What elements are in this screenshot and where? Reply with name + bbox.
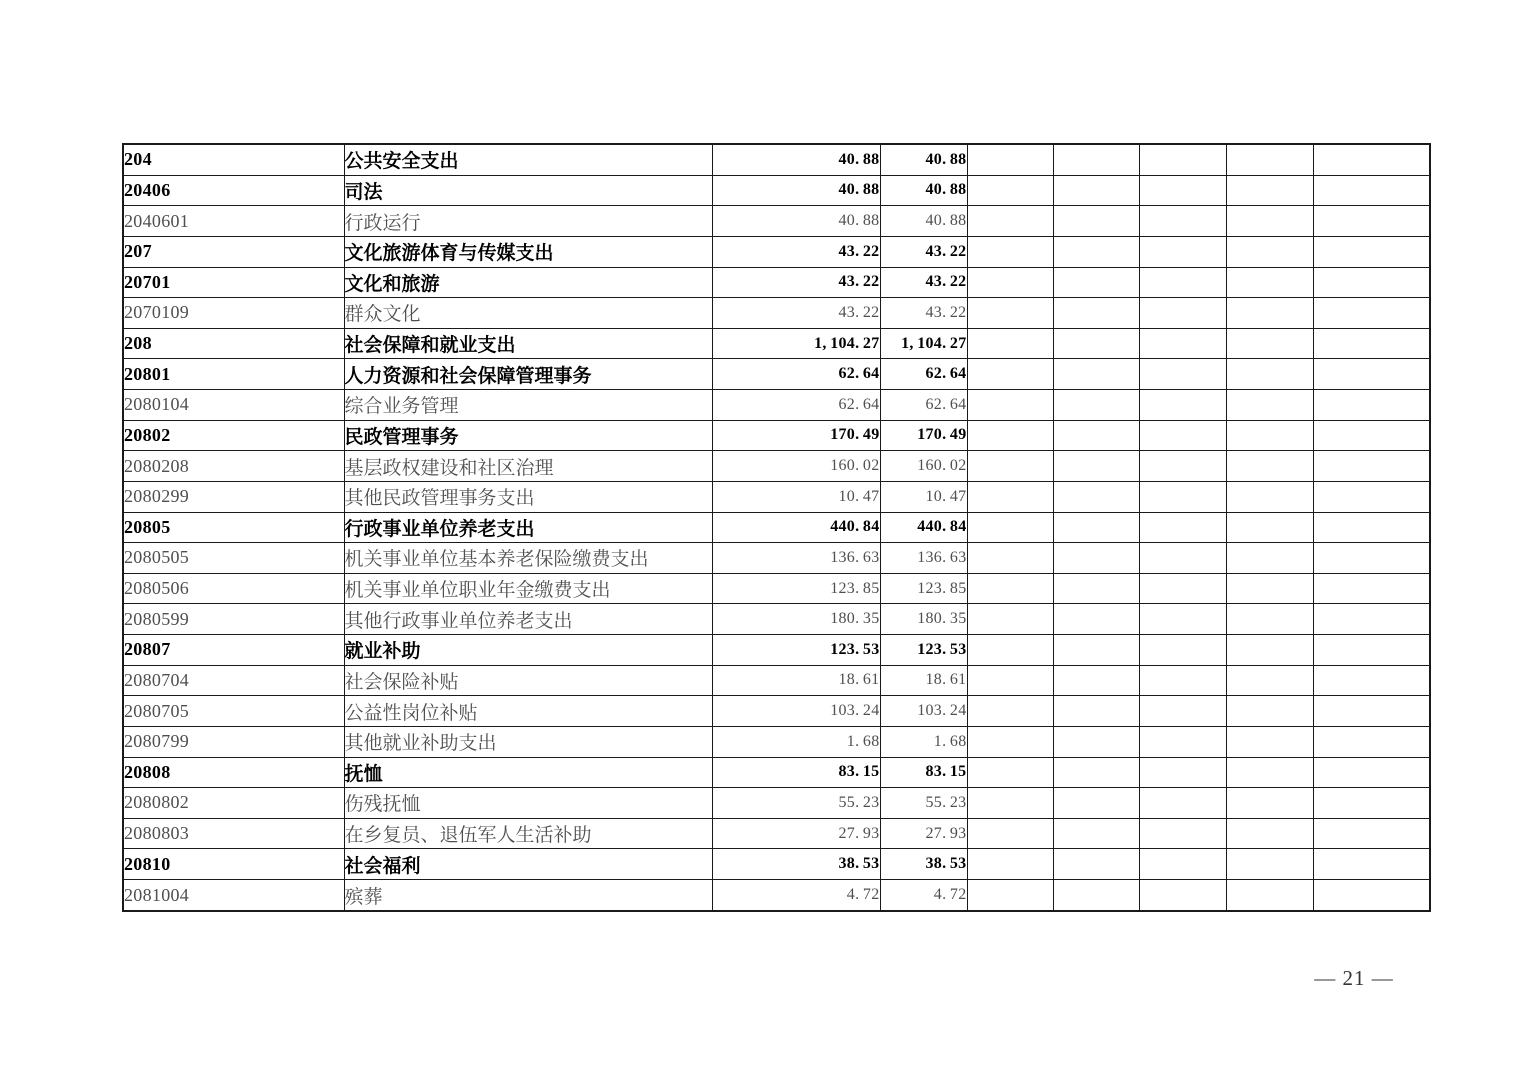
amount1-cell: 83. 15 [712,757,880,788]
amount2-cell: 27. 93 [880,818,967,849]
amount1-cell: 40. 88 [712,175,880,206]
empty-cell [967,451,1053,482]
table-row [123,206,1430,237]
empty-cell [1139,757,1226,788]
empty-cell [1313,144,1430,175]
empty-cell [1139,573,1226,604]
code-cell: 2080104 [123,390,344,421]
empty-cell [1226,328,1313,359]
empty-cell [967,236,1053,267]
empty-cell [1226,696,1313,727]
empty-cell [1053,481,1139,512]
empty-cell [1053,451,1139,482]
empty-cell [1139,390,1226,421]
empty-cell [1053,849,1139,880]
empty-cell [1313,328,1430,359]
table-row [123,757,1430,788]
empty-cell [1139,236,1226,267]
empty-cell [1313,175,1430,206]
empty-cell [1226,573,1313,604]
code-cell: 2080802 [123,788,344,819]
table-row [123,696,1430,727]
code-cell: 20406 [123,175,344,206]
amount2-cell: 4. 72 [880,880,967,911]
empty-cell [1053,880,1139,911]
code-cell: 2080208 [123,451,344,482]
empty-cell [1139,635,1226,666]
amount1-cell: 103. 24 [712,696,880,727]
amount1-cell: 43. 22 [712,298,880,329]
code-cell: 20807 [123,635,344,666]
empty-cell [1139,328,1226,359]
empty-cell [1313,543,1430,574]
amount1-cell: 136. 63 [712,543,880,574]
empty-cell [1226,420,1313,451]
table-row [123,451,1430,482]
empty-cell [1226,451,1313,482]
budget-table [122,143,1431,912]
empty-cell [1313,635,1430,666]
empty-cell [1053,665,1139,696]
amount1-cell: 4. 72 [712,880,880,911]
amount2-cell: 43. 22 [880,298,967,329]
name-cell: 司法 [344,175,712,206]
table-row [123,175,1430,206]
name-cell: 基层政权建设和社区治理 [344,451,712,482]
empty-cell [1053,543,1139,574]
empty-cell [1313,665,1430,696]
table-row [123,328,1430,359]
empty-cell [1053,420,1139,451]
name-cell: 其他行政事业单位养老支出 [344,604,712,635]
amount2-cell: 160. 02 [880,451,967,482]
amount1-cell: 440. 84 [712,512,880,543]
code-cell: 2080505 [123,543,344,574]
empty-cell [1053,512,1139,543]
amount1-cell: 38. 53 [712,849,880,880]
empty-cell [1313,696,1430,727]
name-cell: 文化和旅游 [344,267,712,298]
code-cell: 20808 [123,757,344,788]
empty-cell [1053,757,1139,788]
empty-cell [1313,573,1430,604]
code-cell: 2081004 [123,880,344,911]
name-cell: 机关事业单位基本养老保险缴费支出 [344,543,712,574]
empty-cell [967,144,1053,175]
amount2-cell: 62. 64 [880,359,967,390]
code-cell: 2080803 [123,818,344,849]
name-cell: 其他就业补助支出 [344,726,712,757]
amount2-cell: 103. 24 [880,696,967,727]
empty-cell [1053,573,1139,604]
empty-cell [967,726,1053,757]
name-cell: 殡葬 [344,880,712,911]
empty-cell [1226,236,1313,267]
amount2-cell: 43. 22 [880,267,967,298]
amount2-cell: 180. 35 [880,604,967,635]
empty-cell [1053,818,1139,849]
amount2-cell: 43. 22 [880,236,967,267]
empty-cell [1139,512,1226,543]
empty-cell [1313,236,1430,267]
table-row [123,788,1430,819]
empty-cell [1139,481,1226,512]
table-row [123,359,1430,390]
table-row [123,726,1430,757]
code-cell: 20801 [123,359,344,390]
empty-cell [1139,604,1226,635]
empty-cell [1139,359,1226,390]
empty-cell [967,298,1053,329]
budget-table-body [123,144,1430,911]
amount1-cell: 62. 64 [712,390,880,421]
amount2-cell: 62. 64 [880,390,967,421]
empty-cell [1313,451,1430,482]
empty-cell [1226,481,1313,512]
name-cell: 伤残抚恤 [344,788,712,819]
amount1-cell: 123. 85 [712,573,880,604]
empty-cell [1226,604,1313,635]
empty-cell [1226,175,1313,206]
amount1-cell: 1. 68 [712,726,880,757]
empty-cell [1313,849,1430,880]
code-cell: 204 [123,144,344,175]
empty-cell [1053,390,1139,421]
name-cell: 就业补助 [344,635,712,666]
name-cell: 公共安全支出 [344,144,712,175]
amount2-cell: 123. 53 [880,635,967,666]
table-row [123,298,1430,329]
empty-cell [1139,267,1226,298]
name-cell: 行政事业单位养老支出 [344,512,712,543]
amount2-cell: 10. 47 [880,481,967,512]
amount2-cell: 40. 88 [880,175,967,206]
empty-cell [1226,144,1313,175]
empty-cell [1139,788,1226,819]
empty-cell [1139,451,1226,482]
empty-cell [967,359,1053,390]
empty-cell [967,390,1053,421]
empty-cell [1313,880,1430,911]
code-cell: 2070109 [123,298,344,329]
name-cell: 在乡复员、退伍军人生活补助 [344,818,712,849]
name-cell: 机关事业单位职业年金缴费支出 [344,573,712,604]
empty-cell [1139,420,1226,451]
amount2-cell: 18. 61 [880,665,967,696]
empty-cell [1053,298,1139,329]
empty-cell [1139,849,1226,880]
empty-cell [1313,818,1430,849]
empty-cell [1139,144,1226,175]
code-cell: 20701 [123,267,344,298]
amount2-cell: 40. 88 [880,144,967,175]
code-cell: 208 [123,328,344,359]
amount1-cell: 18. 61 [712,665,880,696]
empty-cell [967,512,1053,543]
empty-cell [1226,788,1313,819]
empty-cell [1313,757,1430,788]
empty-cell [1139,696,1226,727]
empty-cell [967,818,1053,849]
name-cell: 文化旅游体育与传媒支出 [344,236,712,267]
empty-cell [967,420,1053,451]
empty-cell [1226,757,1313,788]
amount2-cell: 1, 104. 27 [880,328,967,359]
amount2-cell: 136. 63 [880,543,967,574]
code-cell: 2080799 [123,726,344,757]
table-row [123,481,1430,512]
empty-cell [1139,175,1226,206]
table-row [123,604,1430,635]
amount2-cell: 123. 85 [880,573,967,604]
empty-cell [967,175,1053,206]
code-cell: 2080299 [123,481,344,512]
table-row [123,390,1430,421]
code-cell: 2080599 [123,604,344,635]
code-cell: 20802 [123,420,344,451]
empty-cell [1053,175,1139,206]
code-cell: 2080506 [123,573,344,604]
amount1-cell: 62. 64 [712,359,880,390]
table-row [123,849,1430,880]
empty-cell [1053,236,1139,267]
empty-cell [1226,390,1313,421]
empty-cell [1053,359,1139,390]
amount2-cell: 83. 15 [880,757,967,788]
empty-cell [1226,512,1313,543]
empty-cell [1313,267,1430,298]
empty-cell [1313,359,1430,390]
code-cell: 2080704 [123,665,344,696]
empty-cell [1226,849,1313,880]
empty-cell [1053,328,1139,359]
table-row [123,880,1430,911]
empty-cell [967,788,1053,819]
table-row [123,543,1430,574]
empty-cell [967,757,1053,788]
empty-cell [1313,298,1430,329]
table-row [123,267,1430,298]
empty-cell [1226,543,1313,574]
amount1-cell: 1, 104. 27 [712,328,880,359]
name-cell: 行政运行 [344,206,712,237]
amount1-cell: 43. 22 [712,267,880,298]
table-row [123,420,1430,451]
empty-cell [1053,206,1139,237]
empty-cell [1053,635,1139,666]
amount1-cell: 160. 02 [712,451,880,482]
name-cell: 公益性岗位补贴 [344,696,712,727]
page-number: — 21 — [1314,966,1394,990]
name-cell: 社会福利 [344,849,712,880]
table-row [123,818,1430,849]
name-cell: 社会保险补贴 [344,665,712,696]
table-row [123,635,1430,666]
empty-cell [1226,635,1313,666]
code-cell: 2080705 [123,696,344,727]
empty-cell [1226,665,1313,696]
empty-cell [967,543,1053,574]
empty-cell [1226,267,1313,298]
empty-cell [1313,390,1430,421]
empty-cell [1053,144,1139,175]
empty-cell [1226,818,1313,849]
code-cell: 20810 [123,849,344,880]
empty-cell [967,267,1053,298]
amount1-cell: 40. 88 [712,206,880,237]
empty-cell [967,328,1053,359]
empty-cell [967,665,1053,696]
empty-cell [967,604,1053,635]
code-cell: 2040601 [123,206,344,237]
empty-cell [1053,696,1139,727]
amount1-cell: 180. 35 [712,604,880,635]
name-cell: 其他民政管理事务支出 [344,481,712,512]
code-cell: 207 [123,236,344,267]
empty-cell [967,206,1053,237]
empty-cell [967,849,1053,880]
name-cell: 群众文化 [344,298,712,329]
empty-cell [1139,818,1226,849]
code-cell: 20805 [123,512,344,543]
empty-cell [967,481,1053,512]
table-row [123,144,1430,175]
empty-cell [1313,206,1430,237]
amount2-cell: 40. 88 [880,206,967,237]
amount1-cell: 55. 23 [712,788,880,819]
empty-cell [1139,298,1226,329]
empty-cell [1053,604,1139,635]
amount2-cell: 1. 68 [880,726,967,757]
table-row [123,665,1430,696]
table-row [123,512,1430,543]
empty-cell [1313,604,1430,635]
table-row [123,573,1430,604]
empty-cell [1053,726,1139,757]
amount1-cell: 40. 88 [712,144,880,175]
empty-cell [1226,206,1313,237]
name-cell: 抚恤 [344,757,712,788]
amount1-cell: 10. 47 [712,481,880,512]
empty-cell [1139,726,1226,757]
name-cell: 民政管理事务 [344,420,712,451]
empty-cell [967,635,1053,666]
empty-cell [967,880,1053,911]
amount1-cell: 27. 93 [712,818,880,849]
empty-cell [1053,788,1139,819]
amount1-cell: 123. 53 [712,635,880,666]
empty-cell [1313,726,1430,757]
empty-cell [1139,880,1226,911]
empty-cell [1226,880,1313,911]
empty-cell [1226,726,1313,757]
amount2-cell: 38. 53 [880,849,967,880]
empty-cell [1053,267,1139,298]
empty-cell [1313,481,1430,512]
empty-cell [967,696,1053,727]
name-cell: 人力资源和社会保障管理事务 [344,359,712,390]
empty-cell [1139,206,1226,237]
empty-cell [1313,420,1430,451]
amount1-cell: 43. 22 [712,236,880,267]
empty-cell [1226,359,1313,390]
empty-cell [967,573,1053,604]
name-cell: 社会保障和就业支出 [344,328,712,359]
empty-cell [1139,543,1226,574]
empty-cell [1313,788,1430,819]
empty-cell [1226,298,1313,329]
empty-cell [1139,665,1226,696]
amount2-cell: 170. 49 [880,420,967,451]
table-row [123,236,1430,267]
amount1-cell: 170. 49 [712,420,880,451]
empty-cell [1313,512,1430,543]
amount2-cell: 55. 23 [880,788,967,819]
amount2-cell: 440. 84 [880,512,967,543]
name-cell: 综合业务管理 [344,390,712,421]
